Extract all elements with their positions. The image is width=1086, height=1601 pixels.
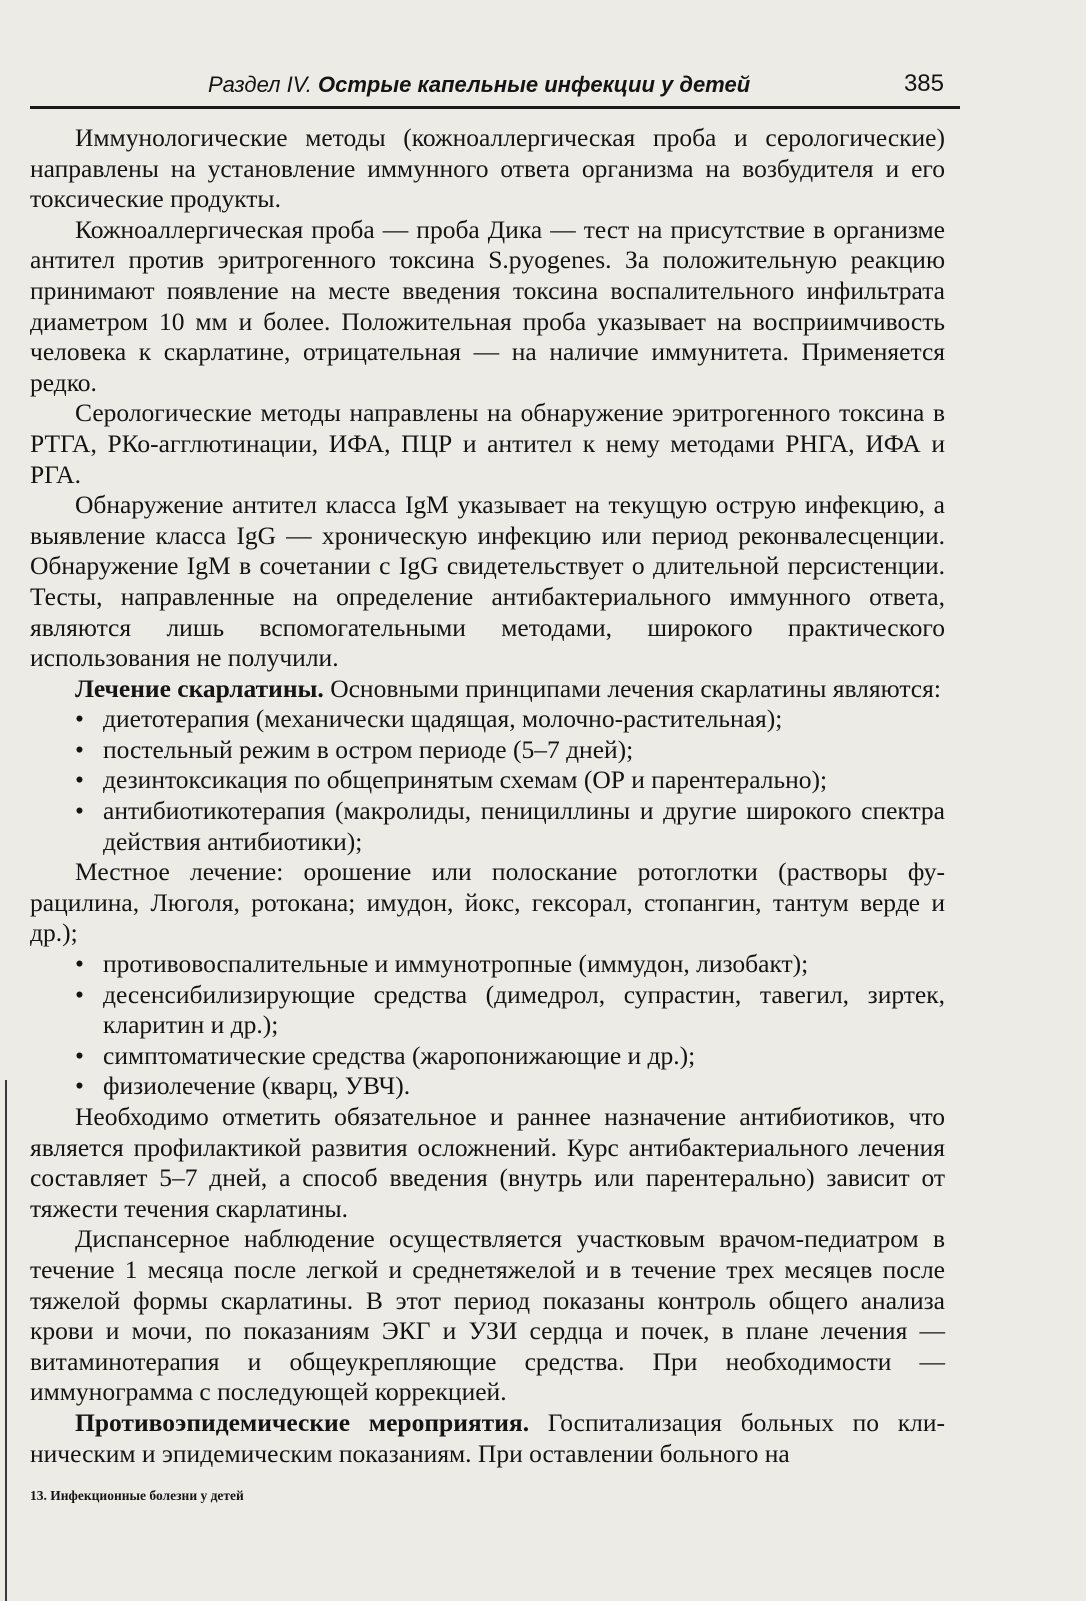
paragraph-igm-igg: Обнаружение антител класса IgM указывает на текущую острую инфекцию, а выявление класса IgG — хроническую инфекцию или период реконвалесценции. Обнаружение IgM в сочетании с IgG свидетельствует о длительной персистенции. Тесты, направленные на определение антибактериального иммунного ответа, являются лишь вспомогательными методами, широкого практического использования не получили. — [30, 490, 945, 673]
page-edge-line — [5, 1080, 7, 1601]
header-section-title: Острые капельные инфекции у детей — [317, 72, 751, 97]
local-treatment-list — [30, 949, 945, 1102]
paragraph-dick-test: Кожноаллергическая проба — проба Дика — тест на присутствие в организме антител против эритрогенного токсина S.pyogenes. За положительную реакцию принимают появление на месте введения токсина воспалительного инфильтрата диаметром 10 мм и более. Положительная проба указывает на восприимчивость человека к скарлатине, отрицательная — на наличие иммунитета. Применяется редко. — [30, 214, 945, 397]
page-body-text — [30, 123, 945, 1469]
epidemic-text: Госпитализация больных по клиническим и эпидемическим показаниям. При оставлении больного на — [30, 1407, 945, 1468]
running-header — [30, 66, 960, 109]
signature-footer: 13. Инфекционные болезни у детей — [30, 1488, 244, 1503]
list-item: • симптоматические средства (жаропонижающие и др.); — [103, 1041, 945, 1072]
paragraph-local-treatment: Местное лечение: орошение или полоскание ротоглотки (растворы фурацилина, Люголя, ротокана; имудон, йокс, гексорал, стопангин, тантум верде и др.); — [30, 857, 945, 948]
list-item: • антибиотикотерапия (макролиды, пенициллины и другие широкого спектра действия антибиотики); — [103, 796, 945, 857]
list-item: • противовоспалительные и иммунотропные (иммудон, лизобакт); — [103, 949, 945, 980]
treatment-intro: Основными принципами лечения скарлатины являются: — [323, 673, 941, 703]
list-item: • постельный режим в остром периоде (5–7 дней); — [103, 735, 945, 766]
list-item: • диетотерапия (механически щадящая, молочно-растительная); — [103, 704, 945, 735]
header-section-label: Раздел IV. — [208, 72, 318, 97]
paragraph-antibiotics: Необходимо отметить обязательное и раннее назначение антибиотиков, что является профилактикой развития осложнений. Курс антибактериального лечения составляет 5–7 дней, а способ введения (внутрь или парентерально) зависит от тяжести течения скарлатины. — [30, 1102, 945, 1223]
running-header-title — [208, 72, 750, 98]
list-item: • десенсибилизирующие средства (димедрол, супрастин, тавегил, зиртек, кларитин и др.); — [103, 980, 945, 1041]
page-number: 385 — [903, 70, 944, 97]
paragraph-immunological-methods: Иммунологические методы (кожноаллергическая проба и серологические) направлены на установление иммунного ответа организма на возбудителя и его токсические продукты. — [30, 123, 945, 214]
treatment-heading: Лечение скарлатины. — [75, 673, 324, 703]
paragraph-epidemic-measures — [30, 1408, 945, 1469]
treatment-principles-list — [30, 704, 945, 857]
epidemic-heading: Противоэпидемические мероприятия. — [75, 1407, 530, 1437]
paragraph-treatment — [30, 674, 945, 705]
paragraph-serological-methods: Серологические методы направлены на обнаружение эритрогенного токсина в РТГА, РКо-агглютинации, ИФА, ПЦР и антител к нему методами РНГА, ИФА и РГА. — [30, 398, 945, 489]
list-item: • физиолечение (кварц, УВЧ). — [103, 1071, 945, 1102]
paragraph-dispensary: Диспансерное наблюдение осуществляется участковым врачом-педиатром в течение 1 месяца после легкой и среднетяжелой и в течение трех месяцев после тяжелой формы скарлатины. В этот период показаны контроль общего анализа крови и мочи, по показаниям ЭКГ и УЗИ сердца и почек, в плане лечения — витаминотерапия и общеукрепляющие средства. При необходимости — иммунограмма с последующей коррекцией. — [30, 1224, 945, 1407]
list-item: • дезинтоксикация по общепринятым схемам (ОР и парентерально); — [103, 765, 945, 796]
